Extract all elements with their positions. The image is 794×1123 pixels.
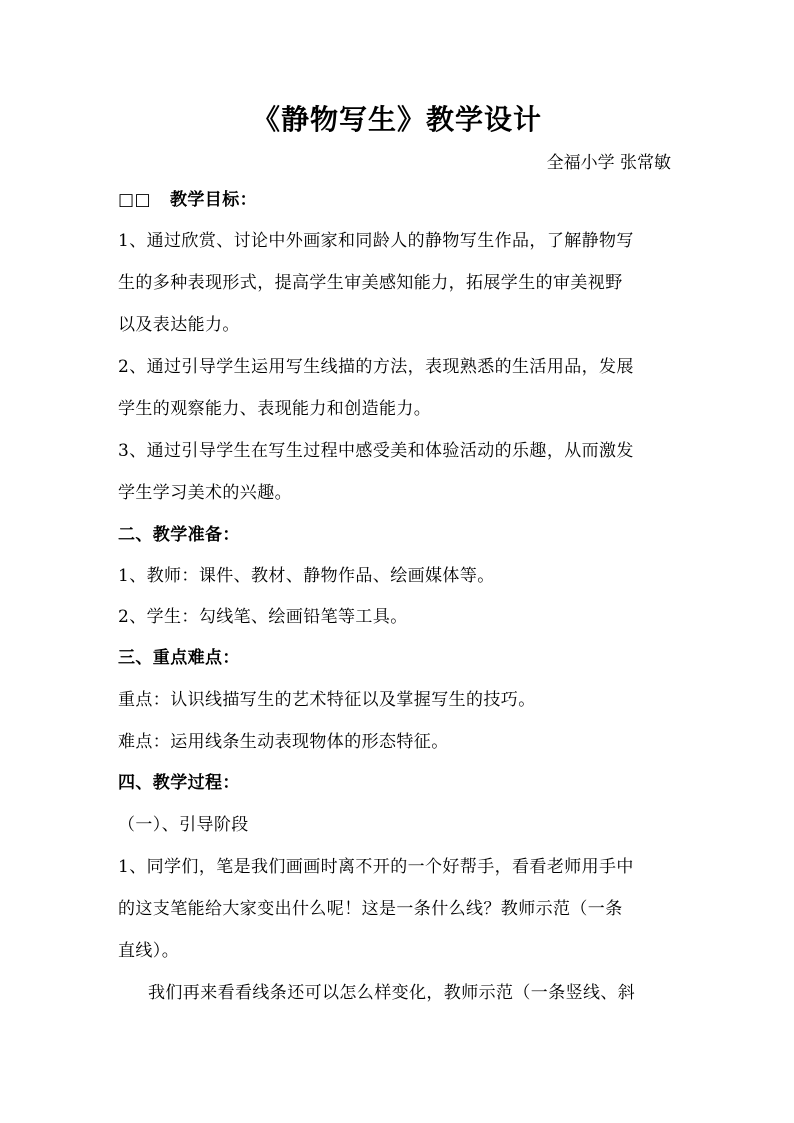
goals-heading: 教学目标： bbox=[170, 190, 257, 210]
process-heading: 四、教学过程： bbox=[118, 773, 240, 793]
preparation-heading: 二、教学准备： bbox=[118, 525, 240, 545]
goals-line: 学生学习美术的兴趣。 bbox=[118, 483, 292, 503]
process-line: 的这支笔能给大家变出什么呢！这是一条什么线？教师示范（一条 bbox=[118, 899, 623, 919]
goals-line: 3、通过引导学生在写生过程中感受美和体验活动的乐趣，从而激发 bbox=[118, 441, 634, 461]
author-line: 全福小学 张常敏 bbox=[546, 153, 671, 173]
goals-line: 学生的观察能力、表现能力和创造能力。 bbox=[118, 399, 432, 419]
process-line: 直线）。 bbox=[118, 941, 180, 961]
process-subheading: （一）、引导阶段 bbox=[118, 815, 249, 835]
goals-line: 2、通过引导学生运用写生线描的方法，表现熟悉的生活用品，发展 bbox=[118, 357, 634, 377]
preparation-line: 2、学生：勾线笔、绘画铅笔等工具。 bbox=[118, 607, 408, 627]
preparation-line: 1、教师：课件、教材、静物作品、绘画媒体等。 bbox=[118, 566, 495, 586]
goals-line: 1、通过欣赏、讨论中外画家和同龄人的静物写生作品，了解静物写 bbox=[118, 231, 634, 251]
keypoints-line: 重点：认识线描写生的艺术特征以及掌握写生的技巧。 bbox=[118, 690, 536, 710]
keypoints-heading: 三、重点难点： bbox=[118, 648, 240, 668]
goals-heading-line bbox=[118, 188, 678, 212]
missing-glyph-prefix: □□ bbox=[118, 190, 151, 210]
process-line: 1、同学们，笔是我们画画时离不开的一个好帮手，看看老师用手中 bbox=[118, 857, 634, 877]
document-title: 《静物写生》教学设计 bbox=[251, 103, 542, 136]
process-line: 我们再来看看线条还可以怎么样变化，教师示范（一条竖线、斜 bbox=[148, 983, 636, 1003]
goals-line: 生的多种表现形式，提高学生审美感知能力，拓展学生的审美视野 bbox=[118, 273, 623, 293]
goals-line: 以及表达能力。 bbox=[118, 315, 240, 335]
keypoints-line: 难点：运用线条生动表现物体的形态特征。 bbox=[118, 732, 449, 752]
